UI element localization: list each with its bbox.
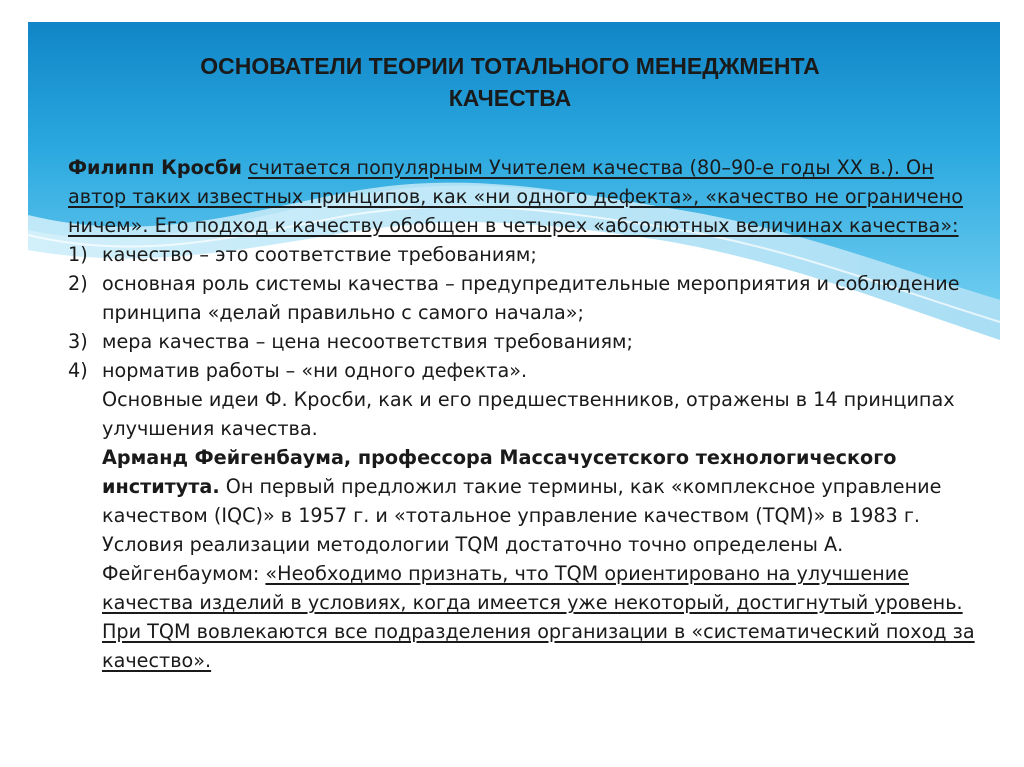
feigenbaum-text: Он первый предложил такие термины, как «комплексное управление качеством (IQC)» в 1957 г. и «тотальное управление качеством (TQM)» в 1983 г. Условия реализации методологии TQM достаточно точно определены А. Фейгенбаумом: <box>102 475 942 585</box>
slide-body <box>68 153 988 675</box>
list-text: основная роль системы качества – предупредительные мероприятия и соблюдение принципа «делай правильно с самого начала»; <box>102 272 960 324</box>
list-item-4 <box>68 356 988 385</box>
list-number: 3) <box>68 330 88 353</box>
crosby-summary: Основные идеи Ф. Кросби, как и его предшественников, отражены в 14 принципах улучшения качества. <box>102 388 955 440</box>
crosby-intro <box>68 153 988 240</box>
feigenbaum-paragraph <box>68 443 988 675</box>
feigenbaum-quote: «Необходимо признать, что TQM ориентировано на улучшение качества изделий в условиях, когда имеется уже некоторый, достигнутый уровень. При TQM вовлекаются все подразделения организации в «систематический поход за качество». <box>102 562 975 672</box>
list-number: 2) <box>68 272 88 295</box>
list-item-3 <box>68 327 988 356</box>
list-item-2 <box>68 269 988 327</box>
list-text: норматив работы – «ни одного дефекта». <box>102 359 528 382</box>
slide-title <box>120 50 900 114</box>
list-number: 4) <box>68 359 88 382</box>
feigenbaum-name: Арманд Фейгенбаума, профессора Массачусетского технологического института. <box>102 446 897 498</box>
list-text: качество – это соответствие требованиям; <box>102 243 537 266</box>
title-line-1: ОСНОВАТЕЛИ ТЕОРИИ ТОТАЛЬНОГО МЕНЕДЖМЕНТА <box>200 53 820 79</box>
list-item-1 <box>68 240 988 269</box>
list-number: 1) <box>68 243 88 266</box>
title-line-2: КАЧЕСТВА <box>448 85 572 111</box>
list-text: мера качества – цена несоответствия требованиям; <box>102 330 633 353</box>
crosby-name: Филипп Кросби <box>68 156 242 179</box>
crosby-intro-text: считается популярным Учителем качества (80–90-е годы XX в.). Он автор таких известных принципов, как «ни одного дефекта», «качество не ограничено ничем». Его подход к качеству обобщен в четырех «абсолютных величинах качества»: <box>68 156 964 237</box>
